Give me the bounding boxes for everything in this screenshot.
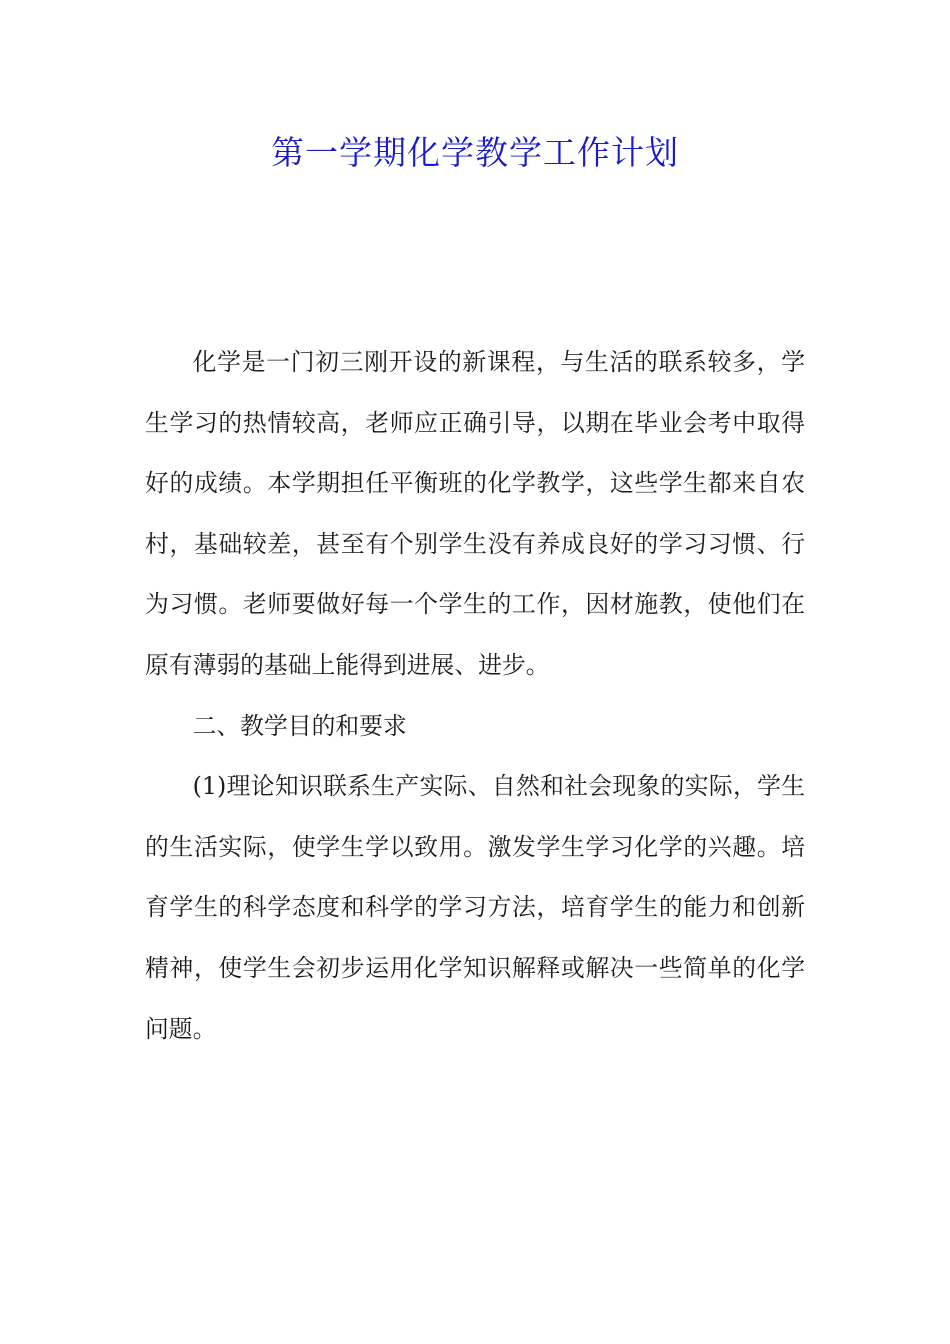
document-title: 第一学期化学教学工作计划: [271, 133, 679, 172]
paragraph-intro: 化学是一门初三刚开设的新课程，与生活的联系较多，学生学习的热情较高，老师应正确引导，以期在毕业会考中取得好的成绩。本学期担任平衡班的化学教学，这些学生都来自农村，基础较差，甚至有个别学生没有养成良好的学习习惯、行为习惯。老师要做好每一个学生的工作，因材施教，使他们在原有薄弱的基础上能得到进展、进步。: [145, 348, 805, 679]
section-heading-teaching-goals: 二、教学目的和要求: [192, 711, 407, 740]
paragraph-goal-1: (1)理论知识联系生产实际、自然和社会现象的实际，学生的生活实际，使学生学以致用。激发学生学习化学的兴趣。培育学生的科学态度和科学的学习方法，培育学生的能力和创新精神，使学生会初步运用化学知识解释或解决一些简单的化学问题。: [145, 772, 805, 1043]
document-body: [145, 332, 805, 1059]
